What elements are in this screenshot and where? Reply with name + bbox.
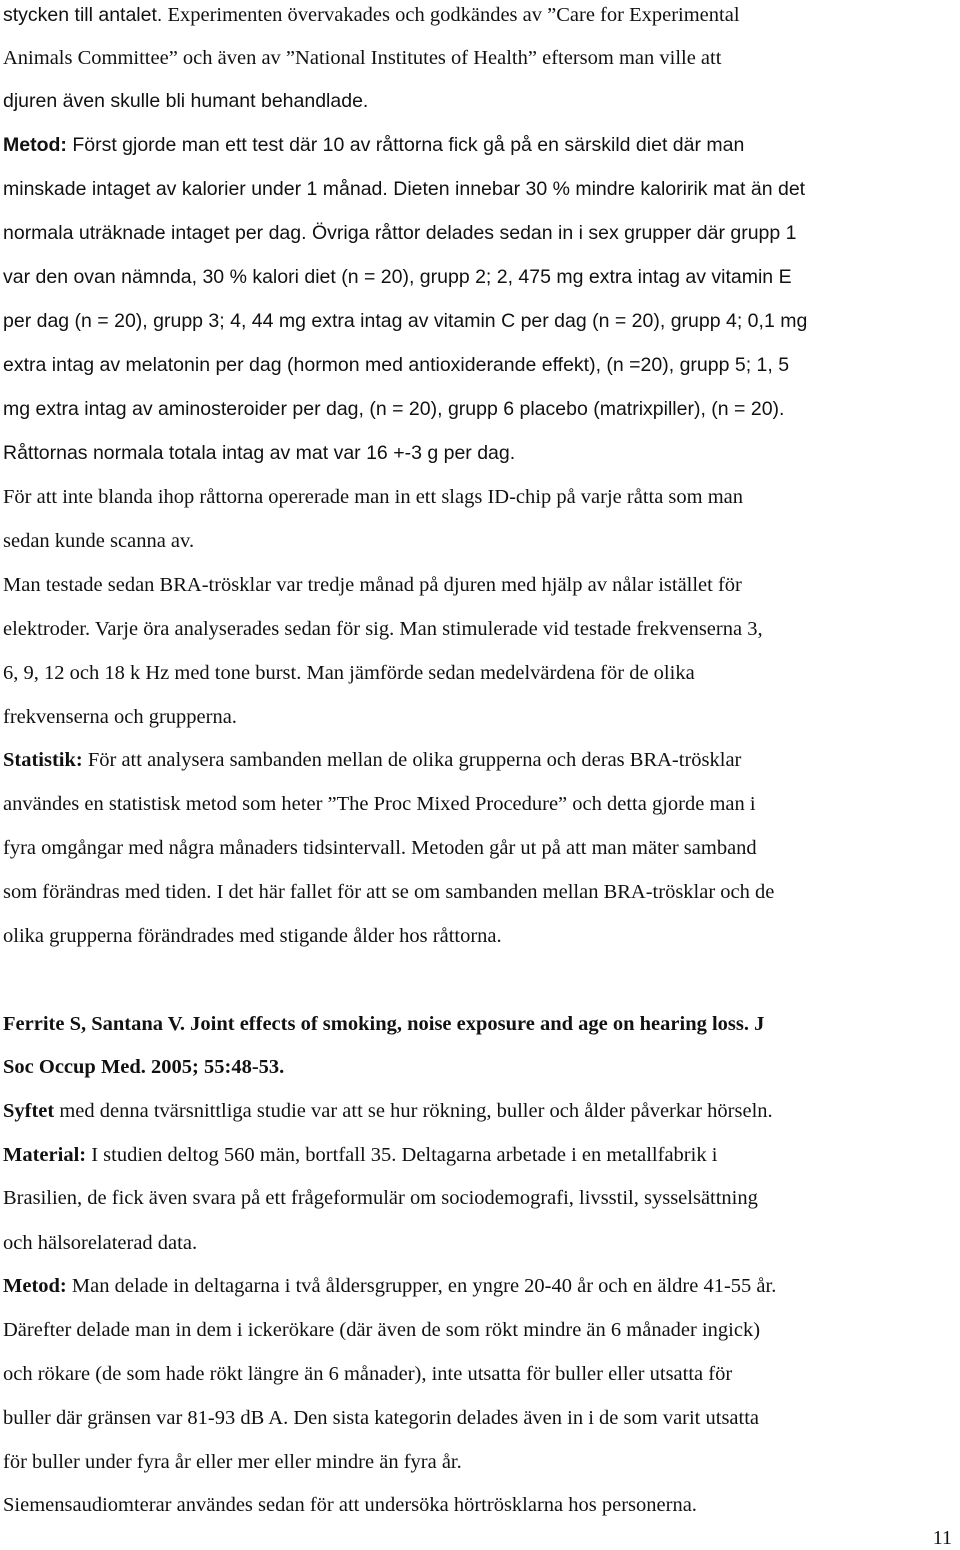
text-line-25 bbox=[3, 1097, 773, 1125]
text-segment: Råttornas normala totala intag av mat var 16 +-3 g per dag. bbox=[3, 442, 516, 464]
text-line-31 bbox=[3, 1360, 732, 1388]
text-segment: Brasilien, de fick även svara på ett frågeformulär om sociodemografi, livsstil, sysselsättning bbox=[3, 1187, 758, 1209]
text-segment: Man jämförde sedan medelvärdena för de olika bbox=[301, 662, 695, 684]
text-segment: mg extra intag av aminosteroider per dag, (n = 20), grupp 6 placebo (matrixpiller), (n = 20). bbox=[3, 398, 785, 420]
text-line-28 bbox=[3, 1229, 197, 1257]
metod-heading: Metod: bbox=[3, 134, 67, 156]
text-line-30 bbox=[3, 1316, 760, 1344]
material-heading: Material: bbox=[3, 1144, 87, 1166]
text-segment: som förändras med tiden. bbox=[3, 881, 212, 903]
text-segment: Den sista kategorin delades även in i de som varit utsatta bbox=[288, 1407, 760, 1429]
text-segment: olika grupperna förändrades med stigande ålder hos råttorna. bbox=[3, 925, 502, 947]
text-line-18 bbox=[3, 746, 741, 774]
reference-line-2 bbox=[3, 1053, 284, 1081]
text-segment: och hälsorelaterad data. bbox=[3, 1232, 198, 1254]
text-segment: med denna tvärsnittliga studie var att se hur rökning, buller och ålder påverkar hörseln. bbox=[54, 1100, 773, 1122]
text-segment: Först gjorde man ett test där 10 av råttorna fick gå på en särskild diet där man bbox=[66, 134, 745, 156]
text-line-29 bbox=[3, 1272, 776, 1300]
text-segment: Dieten innebar 30 % mindre kaloririk mat än det bbox=[387, 178, 806, 200]
text-segment: buller där gränsen var 81-93 dB A. bbox=[3, 1407, 289, 1429]
syftet-heading: Syftet bbox=[3, 1100, 55, 1122]
text-line-4 bbox=[3, 131, 744, 159]
text-line-22 bbox=[3, 922, 502, 950]
text-line-2 bbox=[3, 44, 721, 72]
text-line-19 bbox=[3, 790, 756, 818]
text-line-32 bbox=[3, 1404, 759, 1432]
text-line-17 bbox=[3, 703, 237, 731]
text-segment: Man delade in deltagarna i två åldersgrupper, en yngre 20-40 år och en äldre 41-55 år. bbox=[66, 1275, 777, 1297]
text-segment: var den ovan nämnda, 30 % kalori diet (n = 20), grupp 2; 2, 475 mg extra intag av vitamin E bbox=[3, 266, 792, 288]
reference-citation: Soc Occup Med. 2005; 55:48-53. bbox=[3, 1056, 285, 1078]
text-segment: Deltagarna arbetade i en metallfabrik i bbox=[396, 1144, 718, 1166]
text-segment: extra intag av melatonin per dag (hormon med antioxiderande effekt), (n =20), grupp 5; 1, 5 bbox=[3, 354, 790, 376]
text-line-14 bbox=[3, 571, 742, 599]
text-line-1 bbox=[3, 1, 740, 29]
text-segment: 6, 9, 12 och 18 k Hz med tone burst. bbox=[3, 662, 302, 684]
text-segment: per dag (n = 20), grupp 3; 4, 44 mg extra intag av vitamin C per dag (n = 20), grupp 4; 0,1 mg bbox=[3, 310, 808, 332]
text-line-11 bbox=[3, 439, 515, 467]
text-segment: Siemensaudiomterar användes sedan för att undersöka hörtrösklarna hos personerna. bbox=[3, 1494, 697, 1516]
text-line-21 bbox=[3, 878, 774, 906]
text-segment: för buller under fyra år eller mer eller mindre än fyra år. bbox=[3, 1451, 462, 1473]
text-segment: normala uträknade intaget per dag. bbox=[3, 222, 307, 244]
text-segment: fyra omgångar med några månaders tidsintervall. bbox=[3, 837, 407, 859]
text-line-15 bbox=[3, 615, 763, 643]
text-line-16 bbox=[3, 659, 695, 687]
text-line-10 bbox=[3, 395, 784, 423]
text-line-33 bbox=[3, 1448, 462, 1476]
text-line-6 bbox=[3, 219, 797, 247]
text-segment: Animals Committee” och även av ”National Institutes of Health” eftersom man ville att bbox=[3, 47, 722, 69]
text-line-8 bbox=[3, 307, 807, 335]
text-line-12 bbox=[3, 483, 743, 511]
text-segment: För att analysera sambanden mellan de olika grupperna och deras BRA-trösklar bbox=[82, 749, 742, 771]
text-segment: I det här fallet för att se om sambanden mellan BRA-trösklar och de bbox=[211, 881, 775, 903]
text-line-7 bbox=[3, 263, 792, 291]
text-segment: djuren även skulle bli humant behandlade. bbox=[3, 90, 369, 112]
text-line-13 bbox=[3, 527, 194, 555]
text-segment: Experimenten övervakades och godkändes av ”Care for Experimental bbox=[162, 4, 740, 26]
text-line-27 bbox=[3, 1184, 758, 1212]
text-line-9 bbox=[3, 351, 789, 379]
metod-heading: Metod: bbox=[3, 1275, 67, 1297]
text-segment: Varje öra analyserades sedan för sig. bbox=[90, 618, 395, 640]
statistik-heading: Statistik: bbox=[3, 749, 83, 771]
text-segment: Man stimulerade vid testade frekvenserna 3, bbox=[394, 618, 763, 640]
text-line-20 bbox=[3, 834, 757, 862]
text-segment: elektroder. bbox=[3, 618, 91, 640]
reference-line-1 bbox=[3, 1010, 764, 1038]
text-segment: Man testade sedan BRA-trösklar var tredje månad på djuren med hjälp av nålar istället för bbox=[3, 574, 742, 596]
text-segment: Övriga råttor delades sedan in i sex grupper där grupp 1 bbox=[306, 222, 797, 244]
text-segment: och rökare (de som hade rökt längre än 6 månader), inte utsatta för buller eller utsatta för bbox=[3, 1363, 733, 1385]
text-segment: stycken till antalet. bbox=[3, 4, 163, 26]
text-segment: minskade intaget av kalorier under 1 månad. bbox=[3, 178, 388, 200]
text-segment: I studien deltog 560 män, bortfall 35. bbox=[86, 1144, 397, 1166]
page-number: 11 bbox=[932, 1527, 952, 1549]
text-segment: Metoden går ut på att man mäter samband bbox=[406, 837, 757, 859]
text-segment: sedan kunde scanna av. bbox=[3, 530, 195, 552]
text-line-3 bbox=[3, 87, 368, 115]
text-segment: Därefter delade man in dem i ickerökare (där även de som rökt mindre än 6 månader ingick) bbox=[3, 1319, 761, 1341]
text-segment: användes en statistisk metod som heter ”The Proc Mixed Procedure” och detta gjorde man i bbox=[3, 793, 756, 815]
text-line-26 bbox=[3, 1141, 717, 1169]
text-line-34 bbox=[3, 1491, 697, 1519]
reference-citation: Ferrite S, Santana V. Joint effects of smoking, noise exposure and age on hearing loss. J bbox=[3, 1013, 765, 1035]
text-segment: För att inte blanda ihop råttorna opererade man in ett slags ID-chip på varje råtta som man bbox=[3, 486, 744, 508]
text-segment: frekvenserna och grupperna. bbox=[3, 706, 237, 728]
text-line-5 bbox=[3, 175, 805, 203]
